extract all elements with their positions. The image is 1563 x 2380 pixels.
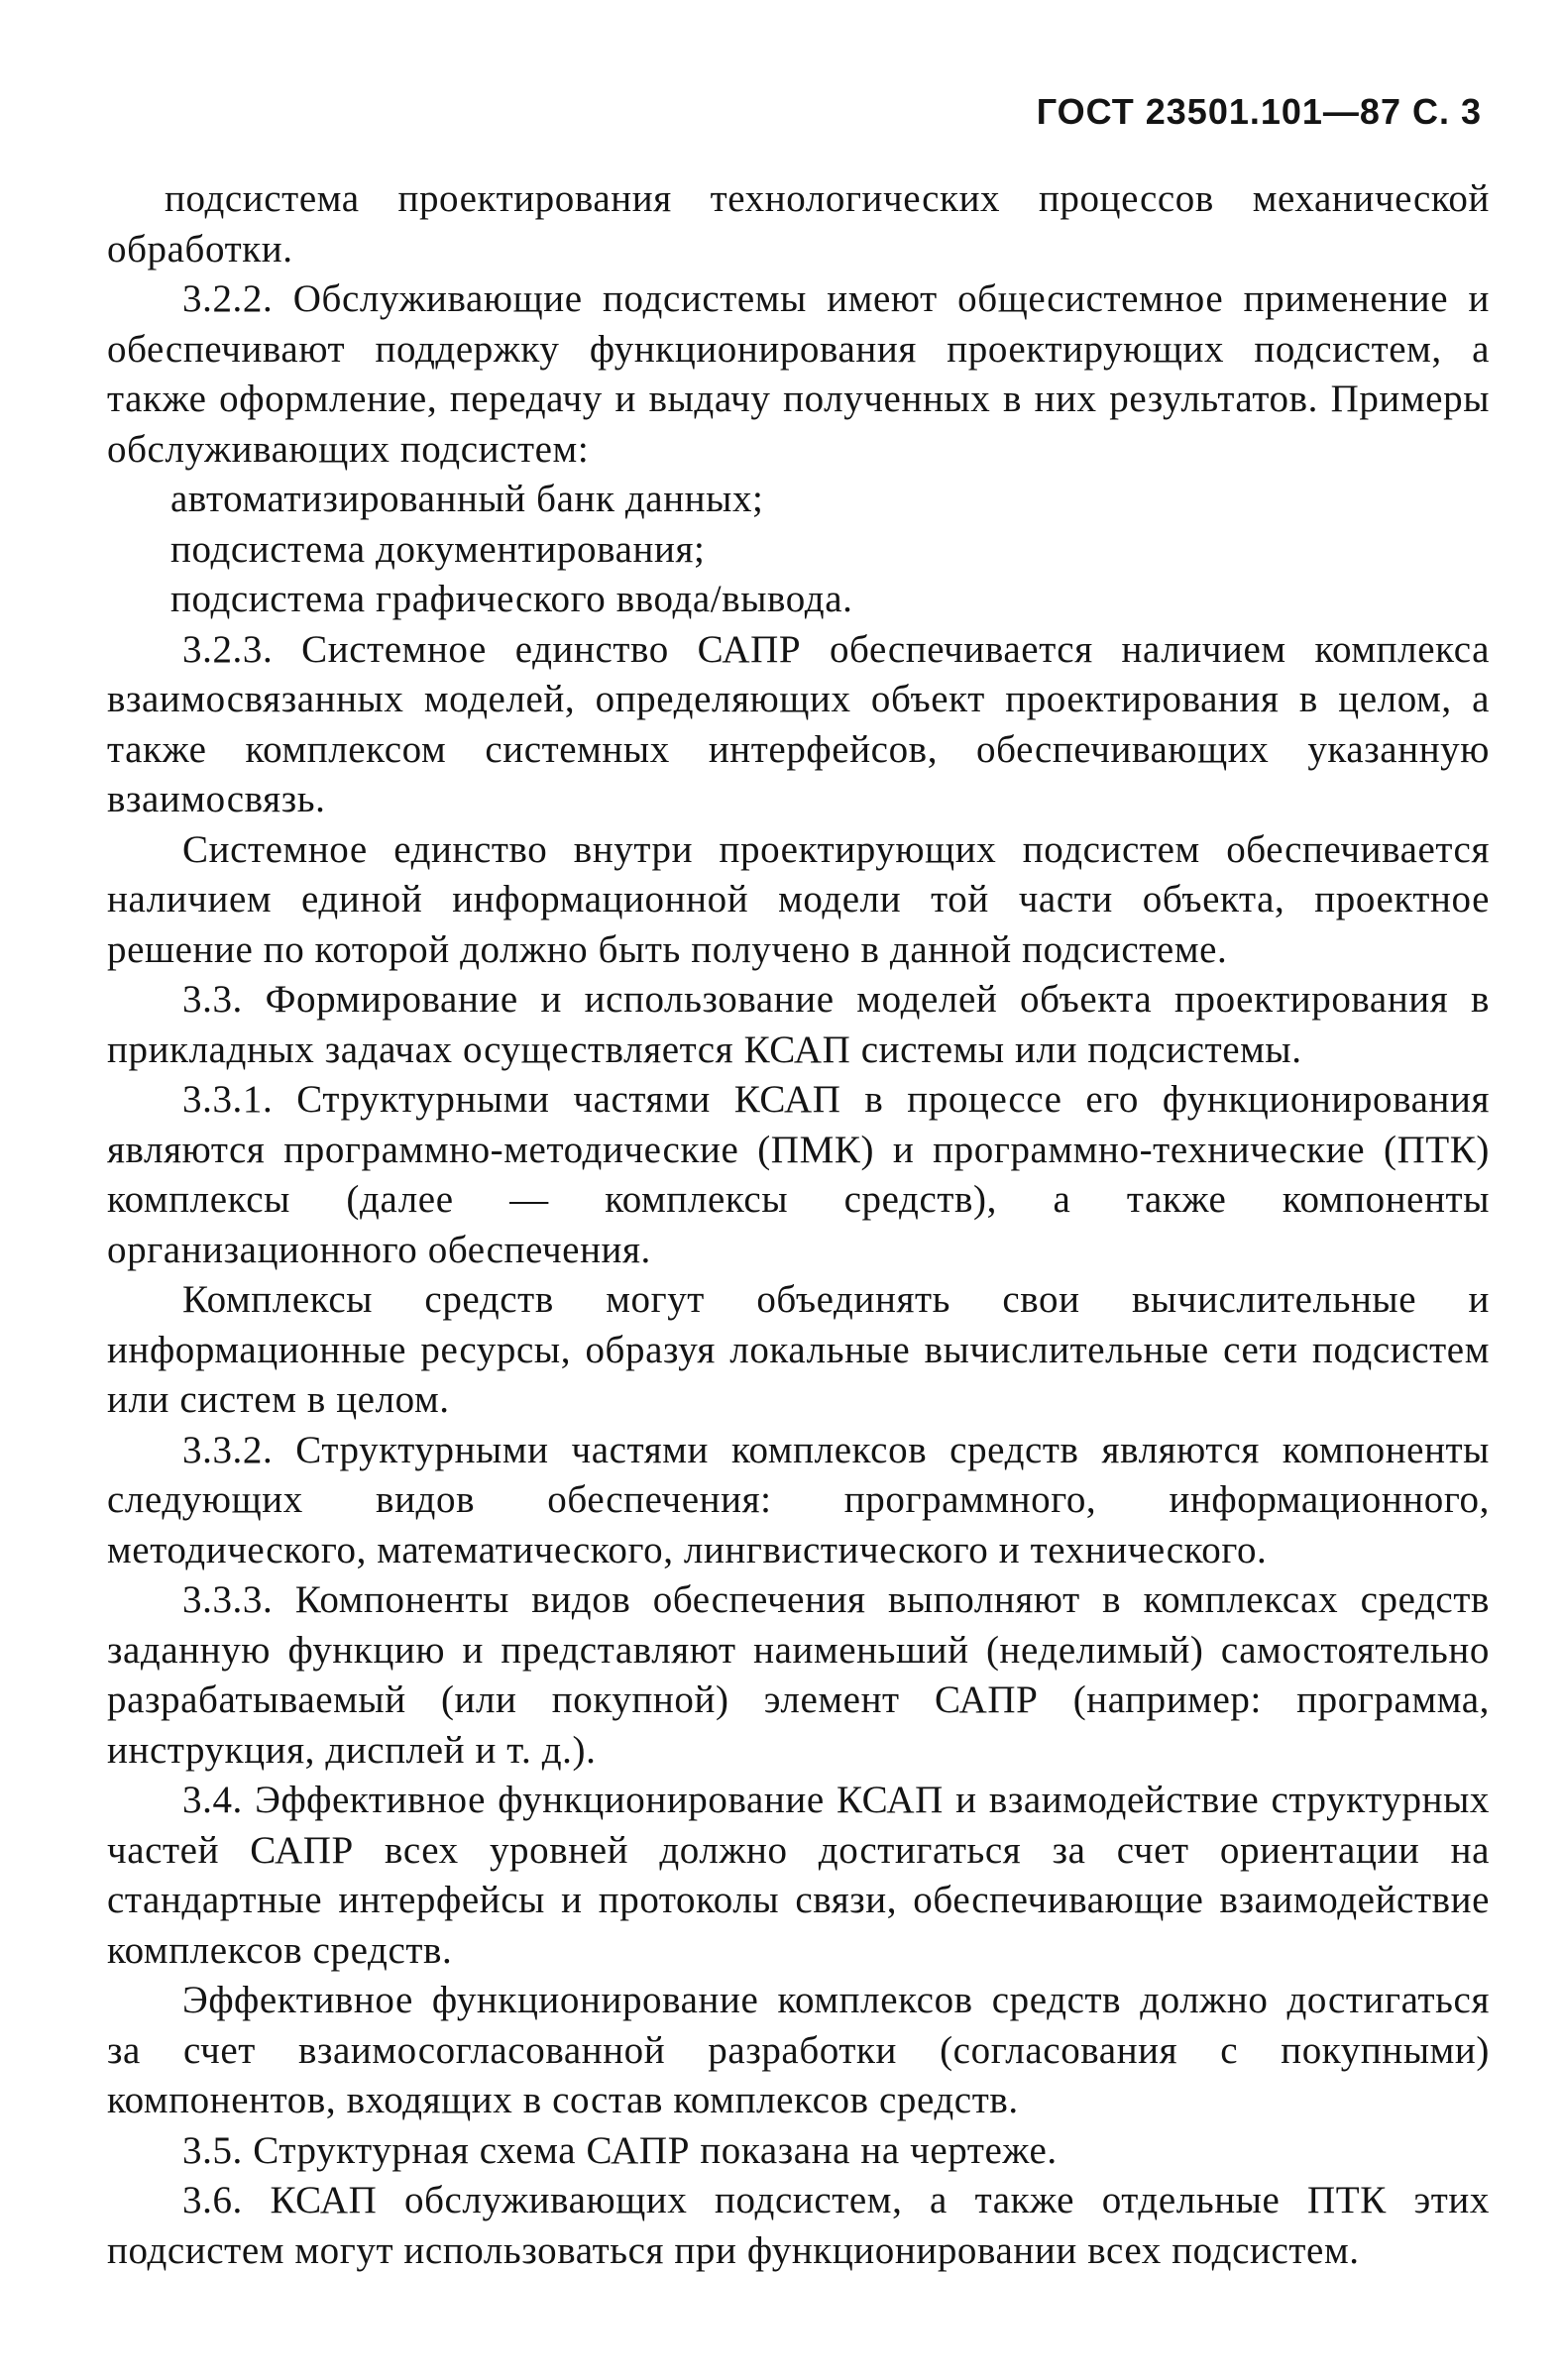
document-page [107,91,1490,2276]
paragraph-3-4: 3.4. Эффективное функционирование КСАП и взаимодействие структурных частей САПР всех уровней должно достигаться за счет ориентации на стандартные интерфейсы и протоколы связи, обеспечивающие взаимодействие комплексов средств. [107,1779,1490,1972]
paragraph-3-6: 3.6. КСАП обслуживающих подсистем, а также отдельные ПТК этих подсистем могут использоваться при функционировании всех подсистем. [107,2179,1490,2272]
paragraph-3-3-3: 3.3.3. Компоненты видов обеспечения выполняют в комплексах средств заданную функцию и представляют наименьший (неделимый) самостоятельно разрабатываемый (или покупной) элемент САПР (например: программа, инструкция, дисплей и т. д.). [107,1578,1490,1772]
list-item-graphic-io: подсистема графического ввода/вывода. [170,578,853,620]
paragraph-3-2-3: 3.2.3. Системное единство САПР обеспечивается наличием комплекса взаимосвязанных моделей, определяющих объект проектирования в целом, а также комплексом системных интерфейсов, обеспечивающих указанную взаимосвязь. [107,627,1490,820]
list-item-data-bank: автоматизированный банк данных; [170,478,764,520]
list-item-documentation: подсистема документирования; [170,527,706,571]
paragraph-3-3-1: 3.3.1. Структурными частями КСАП в процессе его функционирования являются программно-методические (ПМК) и программно-технические (ПТК) комплексы (далее — комплексы средств), а также компоненты организационного обеспечения. [107,1078,1490,1271]
paragraph-3-3-2: 3.3.2. Структурными частями комплексов средств являются компоненты следующих видов обеспечения: программного, информационного, методического, математического, лингвистического и технического. [107,1428,1490,1571]
paragraph-complexes-resources: Комплексы средств могут объединять свои вычислительные и информационные ресурсы, образуя локальные вычислительные сети подсистем или систем в целом. [107,1278,1490,1421]
paragraph-effective-functioning: Эффективное функционирование комплексов средств должно достигаться за счет взаимосогласованной разработки (согласования с покупными) компонентов, входящих в состав комплексов средств. [107,1979,1490,2121]
paragraph-continuation: подсистема проектирования технологических процессов механической обработки. [107,177,1490,270]
paragraph-3-3: 3.3. Формирование и использование моделей объекта проектирования в прикладных задачах осуществляется КСАП системы или подсистемы. [107,978,1490,1071]
paragraph-3-5: 3.5. Структурная схема САПР показана на чертеже. [182,2128,1058,2172]
paragraph-3-2-2: 3.2.2. Обслуживающие подсистемы имеют общесистемное применение и обеспечивают поддержку функционирования проектирующих подсистем, а также оформление, передачу и выдачу полученных в них результатов. Примеры обслуживающих подсистем: [107,277,1490,471]
page-header: ГОСТ 23501.101—87 С. 3 [1036,91,1482,132]
paragraph-system-unity: Системное единство внутри проектирующих подсистем обеспечивается наличием единой информационной модели той части объекта, проектное решение по которой должно быть получено в данной подсистеме. [107,827,1490,971]
